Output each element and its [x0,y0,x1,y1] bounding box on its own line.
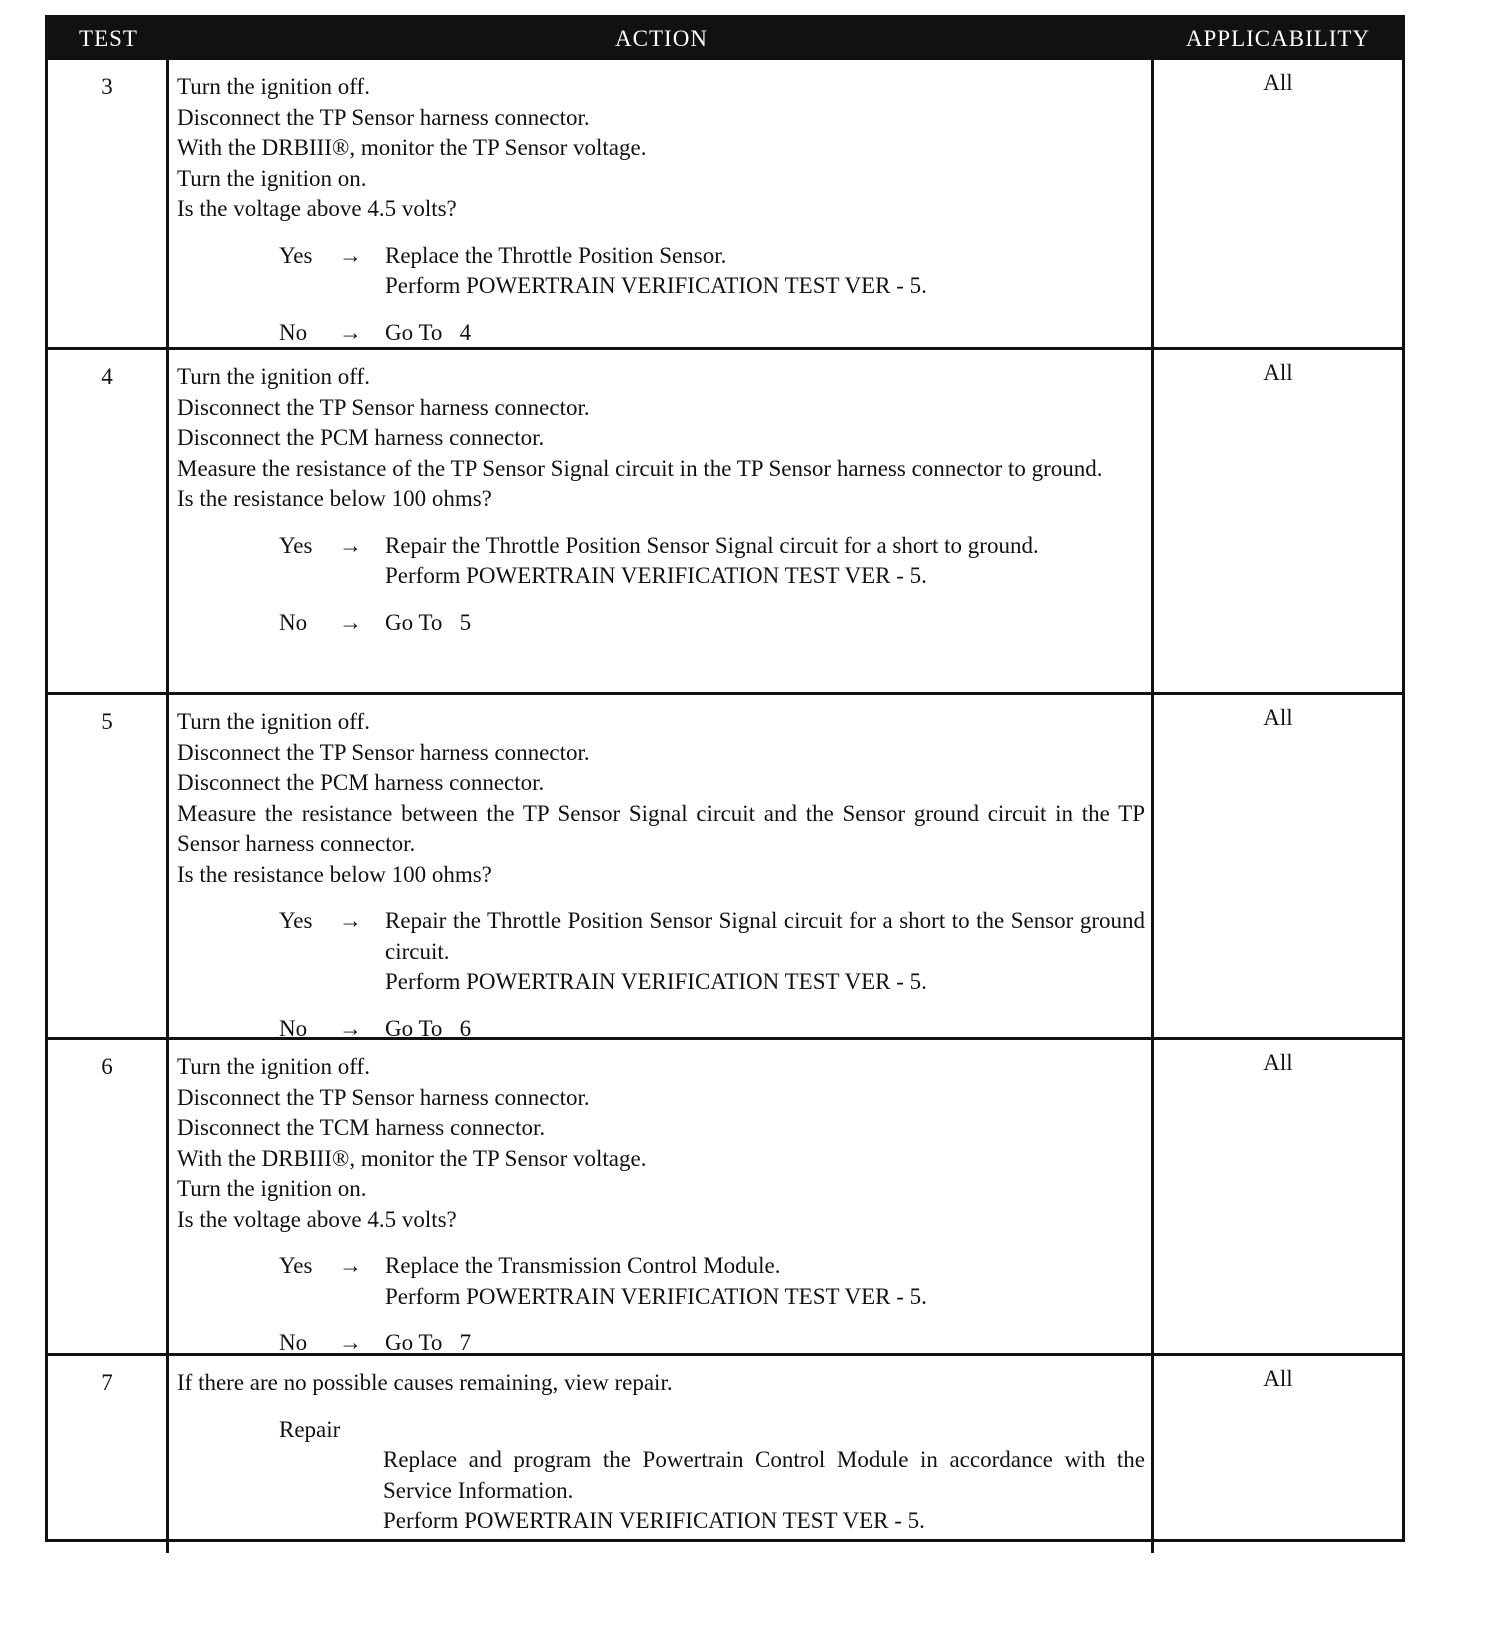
test-number: 4 [48,350,169,692]
repair-line: Replace and program the Powertrain Control Module in accordance with the Service Information. [383,1447,1145,1503]
action-step: Disconnect the TP Sensor harness connector. [177,104,590,130]
arrow-icon: → [339,319,362,345]
arrow-icon: → [339,242,362,268]
action-step: Disconnect the PCM harness connector. [177,770,545,795]
action-step: Disconnect the TP Sensor harness connector. [177,1084,590,1110]
yes-line: Perform POWERTRAIN VERIFICATION TEST VER - 5. [385,969,927,994]
arrow-icon: → [339,908,362,933]
test-row-3 [48,60,1402,347]
test-number: 3 [48,60,169,364]
action-cell [169,350,1154,692]
yes-line: Repair the Throttle Position Sensor Signal circuit for a short to ground. [385,532,1039,558]
action-step: Disconnect the PCM harness connector. [177,425,545,450]
header-test: TEST [79,26,138,51]
action-step: Is the voltage above 4.5 volts? [177,196,457,221]
yes-label: Yes [279,242,313,268]
action-step: Disconnect the TP Sensor harness connector. [177,394,590,420]
action-step: If there are no possible causes remaining, view repair. [177,1370,673,1395]
action-cell [169,1040,1154,1375]
no-branch [177,1328,1145,1359]
action-step: Measure the resistance of the TP Sensor Signal circuit in the TP Sensor harness connector to ground. [177,455,1103,481]
action-step: Disconnect the TCM harness connector. [177,1115,546,1140]
yes-branch [177,906,1145,998]
action-step: Is the resistance below 100 ohms? [177,486,492,511]
yes-label: Yes [279,1253,313,1278]
test-number: 7 [48,1356,169,1553]
test-row-6 [48,1037,1402,1353]
yes-result [385,1251,1145,1312]
yes-label: Yes [279,908,313,933]
yes-line: Perform POWERTRAIN VERIFICATION TEST VER - 5. [385,563,927,588]
yes-line: Repair the Throttle Position Sensor Signal circuit for a short to the Sensor ground circuit. [385,908,1145,964]
yes-branch [177,241,1145,302]
action-step: Turn the ignition off. [177,74,370,99]
no-label: No [279,1015,308,1041]
action-step: Disconnect the TP Sensor harness connector. [177,739,590,765]
yes-line: Replace the Throttle Position Sensor. [385,242,727,268]
test-row-4 [48,347,1402,692]
arrow-icon: → [339,1330,362,1355]
applicability-cell: All [1263,1366,1293,1391]
yes-line: Perform POWERTRAIN VERIFICATION TEST VER - 5. [385,273,927,298]
test-number: 5 [48,695,169,1060]
diagnostic-test-table [45,15,1405,1542]
repair-label: Repair [279,1416,341,1442]
action-step: Turn the ignition off. [177,364,370,389]
repair-line: Perform POWERTRAIN VERIFICATION TEST VER - 5. [383,1508,925,1533]
no-result: Go To 4 [385,319,472,345]
applicability-cell: All [1263,70,1293,95]
applicability-cell: All [1263,1050,1293,1075]
no-result: Go To 6 [385,1015,472,1041]
action-step: Is the voltage above 4.5 volts? [177,1206,457,1232]
test-number: 6 [48,1040,169,1375]
yes-result [385,241,1145,302]
header-applicability: APPLICABILITY [1185,26,1371,51]
applicability-cell: All [1263,705,1293,730]
action-step: Turn the ignition off. [177,709,370,734]
arrow-icon: → [339,1253,362,1278]
action-step: With the DRBIII®, monitor the TP Sensor voltage. [177,1145,647,1171]
arrow-icon: → [339,1015,362,1041]
yes-result [385,531,1145,592]
action-step: Measure the resistance between the TP Sensor Signal circuit and the Sensor ground circuit in the TP Sensor harness connector. [177,800,1145,856]
action-cell [169,695,1154,1060]
no-result: Go To 5 [385,609,472,635]
action-step: With the DRBIII®, monitor the TP Sensor voltage. [177,135,647,160]
no-label: No [279,319,308,345]
yes-branch [177,1251,1145,1312]
action-cell [169,1356,1154,1553]
no-result: Go To 7 [385,1330,472,1355]
table-header [48,18,1402,60]
yes-line: Replace the Transmission Control Module. [385,1253,781,1278]
no-label: No [279,1330,308,1355]
no-branch [177,318,1145,349]
arrow-icon: → [339,609,362,635]
arrow-icon: → [339,532,362,558]
repair-instructions [177,1445,1145,1537]
test-row-7 [48,1353,1402,1539]
no-branch [177,608,1145,639]
action-step: Turn the ignition on. [177,165,367,191]
action-cell [169,60,1154,364]
yes-result [385,906,1145,998]
applicability-cell: All [1263,360,1293,385]
no-label: No [279,609,308,635]
yes-line: Perform POWERTRAIN VERIFICATION TEST VER - 5. [385,1283,927,1309]
action-step: Turn the ignition on. [177,1176,367,1201]
yes-branch [177,531,1145,592]
test-row-5 [48,692,1402,1041]
action-step: Turn the ignition off. [177,1054,370,1079]
action-step: Is the resistance below 100 ohms? [177,861,492,887]
header-action: ACTION [615,26,708,51]
yes-label: Yes [279,532,313,558]
